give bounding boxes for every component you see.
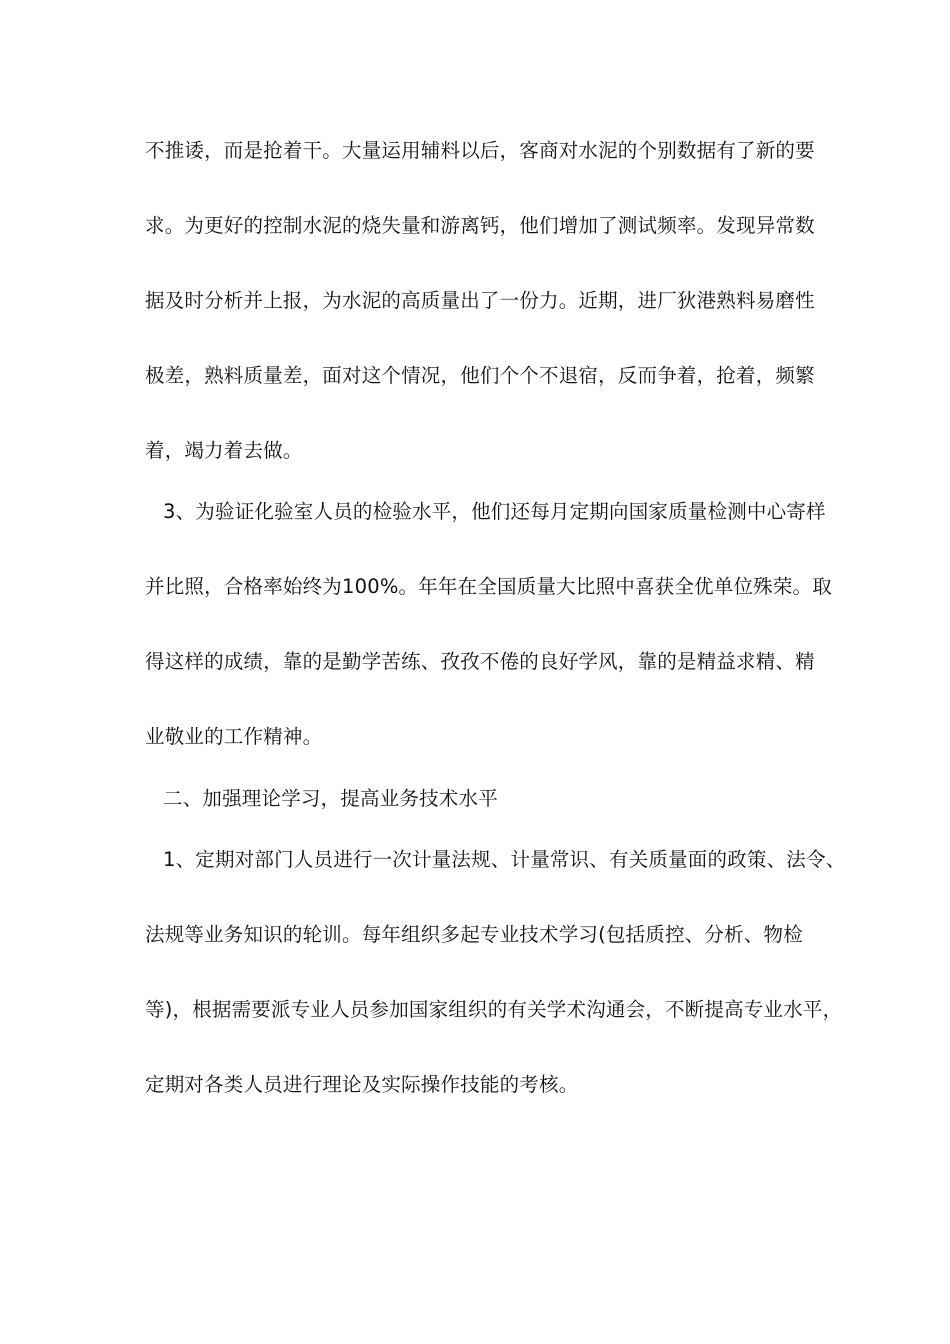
paragraph-line: 等)，根据需要派专业人员参加国家组织的有关学术沟通会，不断提高专业水平， — [145, 998, 843, 1021]
paragraph-line: 业敬业的工作精神。 — [145, 725, 323, 748]
paragraph-line: 3、为验证化验室人员的检验水平，他们还每月定期向国家质量检测中心寄样 — [163, 500, 826, 523]
paragraph-line: 据及时分析并上报，为水泥的高质量出了一份力。近期，进厂狄港熟料易磨性 — [145, 289, 815, 312]
paragraph-line: 着，竭力着去做。 — [145, 439, 303, 462]
paragraph-line: 1、定期对部门人员进行一次计量法规、计量常识、有关质量面的政策、法令、 — [163, 848, 846, 871]
paragraph-line: 法规等业务知识的轮训。每年组织多起专业技术学习(包括质控、分析、物检 — [145, 923, 803, 946]
paragraph-line: 定期对各类人员进行理论及实际操作技能的考核。 — [145, 1073, 579, 1096]
paragraph-line: 不推诿，而是抢着干。大量运用辅料以后，客商对水泥的个别数据有了新的要 — [145, 139, 815, 162]
section-heading: 二、加强理论学习，提高业务技术水平 — [163, 787, 498, 810]
paragraph-line: 求。为更好的控制水泥的烧失量和游离钙，他们增加了测试频率。发现异常数 — [145, 214, 815, 237]
paragraph-line: 并比照，合格率始终为100%。年年在全国质量大比照中喜获全优单位殊荣。取 — [145, 575, 832, 598]
paragraph-line: 得这样的成绩，靠的是勤学苦练、孜孜不倦的良好学风，靠的是精益求精、精 — [145, 650, 815, 673]
paragraph-line: 极差，熟料质量差，面对这个情况，他们个个不退宿，反而争着，抢着，频繁 — [145, 364, 815, 387]
